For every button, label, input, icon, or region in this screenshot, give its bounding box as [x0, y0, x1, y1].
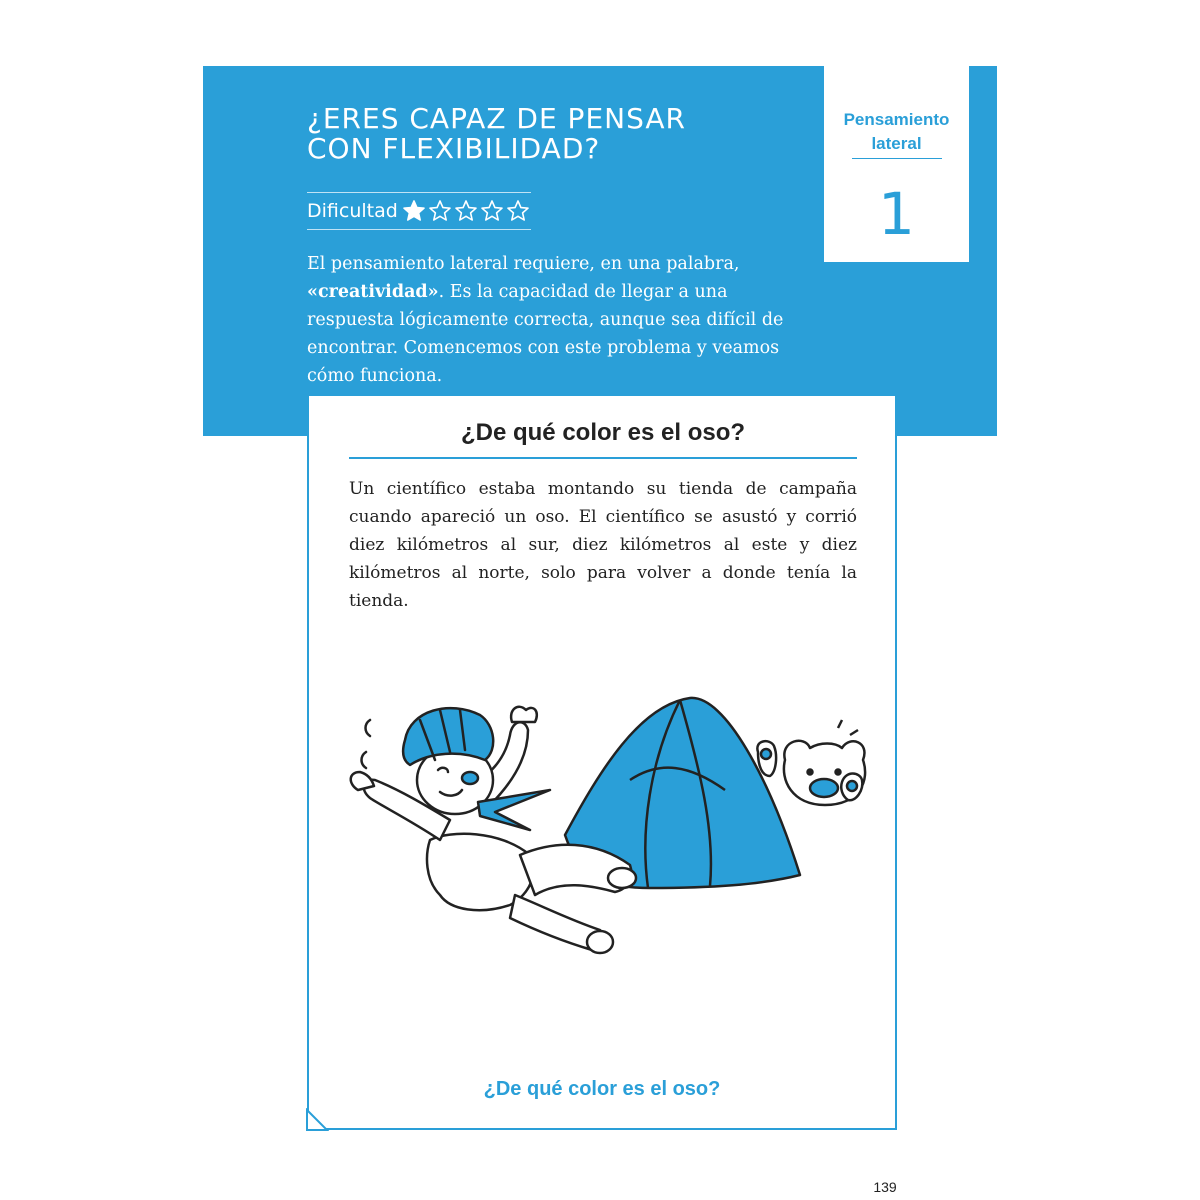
chapter-tab	[824, 66, 969, 262]
chapter-number: 1	[878, 180, 915, 248]
scientist-tent-bear-illustration	[330, 680, 875, 980]
card-fold-corner	[305, 1108, 329, 1132]
chapter-label	[824, 108, 969, 156]
puzzle-text: Un científico estaba montando su tienda de campaña cuando apareció un oso. El científico se asustó y corrió diez kilómetros al sur, diez kilómetros al este y diez kilómetros al norte, solo para volver a donde tenía la tienda.	[349, 479, 857, 611]
puzzle-heading: ¿De qué color es el oso?	[460, 419, 746, 446]
difficulty-label: Dificultad	[307, 200, 398, 222]
intro-keyword: «creatividad»	[307, 282, 439, 302]
chapter-label-line-2: lateral	[871, 134, 922, 153]
star-filled-icon	[402, 199, 426, 223]
title-line-1: ¿ERES CAPAZ DE PENSAR	[307, 102, 686, 135]
chapter-label-line-1: Pensamiento	[843, 110, 950, 129]
star-outline-icon	[454, 199, 478, 223]
star-outline-icon	[506, 199, 530, 223]
difficulty-rating	[307, 192, 531, 230]
intro-paragraph	[307, 250, 807, 390]
difficulty-stars	[402, 199, 532, 223]
puzzle-question: ¿De qué color es el oso?	[483, 1078, 721, 1100]
bear-illustration	[757, 720, 865, 805]
star-outline-icon	[480, 199, 504, 223]
title-line-2: CON FLEXIBILIDAD?	[307, 132, 601, 165]
intro-text-end: . Es la capacidad de llegar a una respuesta lógicamente correcta, aunque sea difícil de encontrar. Comencemos con este problema y veamos cómo funciona.	[307, 282, 784, 386]
star-outline-icon	[428, 199, 452, 223]
puzzle-divider	[349, 457, 857, 459]
page-title	[307, 104, 807, 164]
chapter-divider	[852, 158, 942, 159]
page-number: 139	[873, 1179, 897, 1195]
intro-text-start: El pensamiento lateral requiere, en una palabra,	[307, 254, 740, 274]
